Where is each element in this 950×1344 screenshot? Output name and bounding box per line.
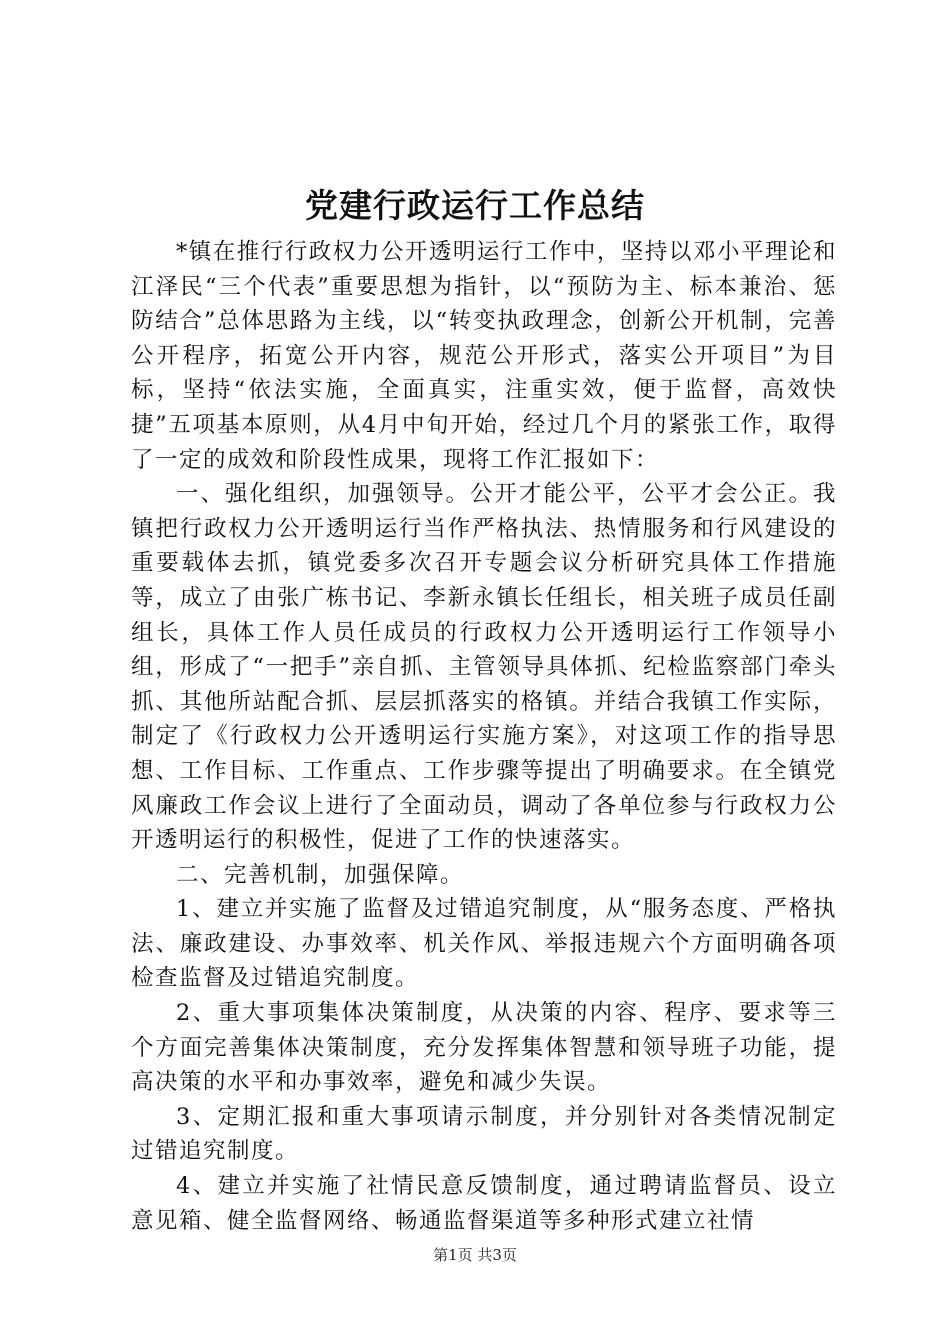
paragraph-section-1: 一、强化组织，加强领导。公开才能公平，公平才会公正。我镇把行政权力公开透明运行当作严格执法、热情服务和行风建设的重要载体去抓，镇党委多次召开专题会议分析研究具体工作措施等，成立了由张广栋书记、李新永镇长任组长，相关班子成员任副组长，具体工作人员任成员的行政权力公开透明运行工作领导小组，形成了“一把手”亲自抓、主管领导具体抓、纪检监察部门牵头抓、其他所站配合抓、层层抓落实的格镇。并结合我镇工作实际，制定了《行政权力公开透明运行实施方案》，对这项工作的指导思想、工作目标、工作重点、工作步骤等提出了明确要求。在全镇党风廉政工作会议上进行了全面动员，调动了各单位参与行政权力公开透明运行的积极性，促进了工作的快速落实。 [131, 481, 837, 854]
paragraph-item-1: 1、建立并实施了监督及过错追究制度，从“服务态度、严格执法、廉政建设、办事效率、机关作风、举报违规六个方面明确各项检查监督及过错追究制度。 [131, 896, 837, 992]
paragraph-intro: *镇在推行行政权力公开透明运行工作中，坚持以邓小平理论和江泽民“三个代表”重要思想为指针，以“预防为主、标本兼治、惩防结合”总体思路为主线，以“转变执政理念，创新公开机制，完善公开程序，拓宽公开内容，规范公开形式，落实公开项目”为目标，坚持“依法实施，全面真实，注重实效，便于监督，高效快捷”五项基本原则，从4月中旬开始，经过几个月的紧张工作，取得了一定的成效和阶段性成果，现将工作汇报如下： [131, 239, 837, 473]
paragraph-item-2: 2、重大事项集体决策制度，从决策的内容、程序、要求等三个方面完善集体决策制度，充分发挥集体智慧和领导班子功能，提高决策的水平和办事效率，避免和减少失误。 [131, 1000, 837, 1096]
document-body [131, 235, 837, 1238]
paragraph-item-3: 3、定期汇报和重大事项请示制度，并分别针对各类情况制定过错追究制度。 [131, 1103, 837, 1165]
document-title: 党建行政运行工作总结 [305, 186, 645, 225]
paragraph-item-4: 4、建立并实施了社情民意反馈制度，通过聘请监督员、设立意见箱、健全监督网络、畅通监督渠道等多种形式建立社情 [131, 1173, 837, 1234]
page-footer: 第1页 共3页 [433, 1246, 517, 1264]
paragraph-section-2-heading: 二、完善机制，加强保障。 [176, 861, 465, 888]
